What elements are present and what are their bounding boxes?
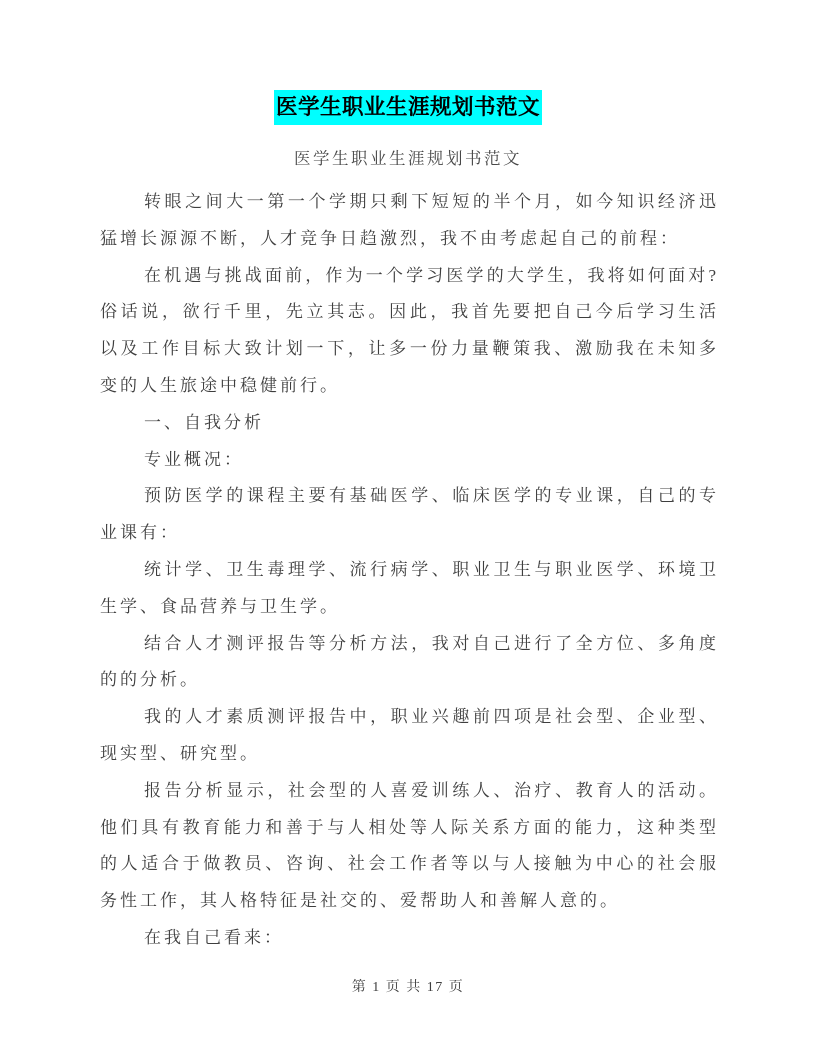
paragraph: 在机遇与挑战面前，作为一个学习医学的大学生，我将如何面对?俗话说，欲行千里，先立其志。因此，我首先要把自己今后学习生活以及工作目标大致计划一下，让多一份力量鞭策我、激励我在未知多变的人生旅途中稳健前行。 [100,265,719,395]
paragraph: 报告分析显示，社会型的人喜爱训练人、治疗、教育人的活动。他们具有教育能力和善于与人相处等人际关系方面的能力，这种类型的人适合于做教员、咨询、社会工作者等以与人接触为中心的社会服务性工作，其人格特征是社交的、爱帮助人和善解人意的。 [100,780,719,911]
paragraph: 专业概况： [144,449,244,469]
paragraph: 结合人才测评报告等分析方法，我对自己进行了全方位、多角度的的分析。 [100,633,719,690]
paragraph: 一、自我分析 [144,412,264,432]
page-footer [0,976,816,996]
paragraph: 统计学、卫生毒理学、流行病学、职业卫生与职业医学、环境卫生学、食品营养与卫生学。 [100,559,719,616]
document-subtitle: 医学生职业生涯规划书范文 [294,149,522,168]
page-number-text: 第 1 页 共 17 页 [351,980,465,995]
paragraph: 在我自己看来： [144,927,284,947]
paragraph: 转眼之间大一第一个学期只剩下短短的半个月，如今知识经济迅猛增长源源不断，人才竞争日趋激烈，我不由考虑起自己的前程： [100,192,719,248]
paragraph: 预防医学的课程主要有基础医学、临床医学的专业课，自己的专业课有： [100,486,719,543]
paragraph: 我的人才素质测评报告中，职业兴趣前四项是社会型、企业型、现实型、研究型。 [100,707,719,763]
document-title: 医学生职业生涯规划书范文 [274,90,542,125]
document-body [100,184,719,957]
title-row [0,90,816,125]
